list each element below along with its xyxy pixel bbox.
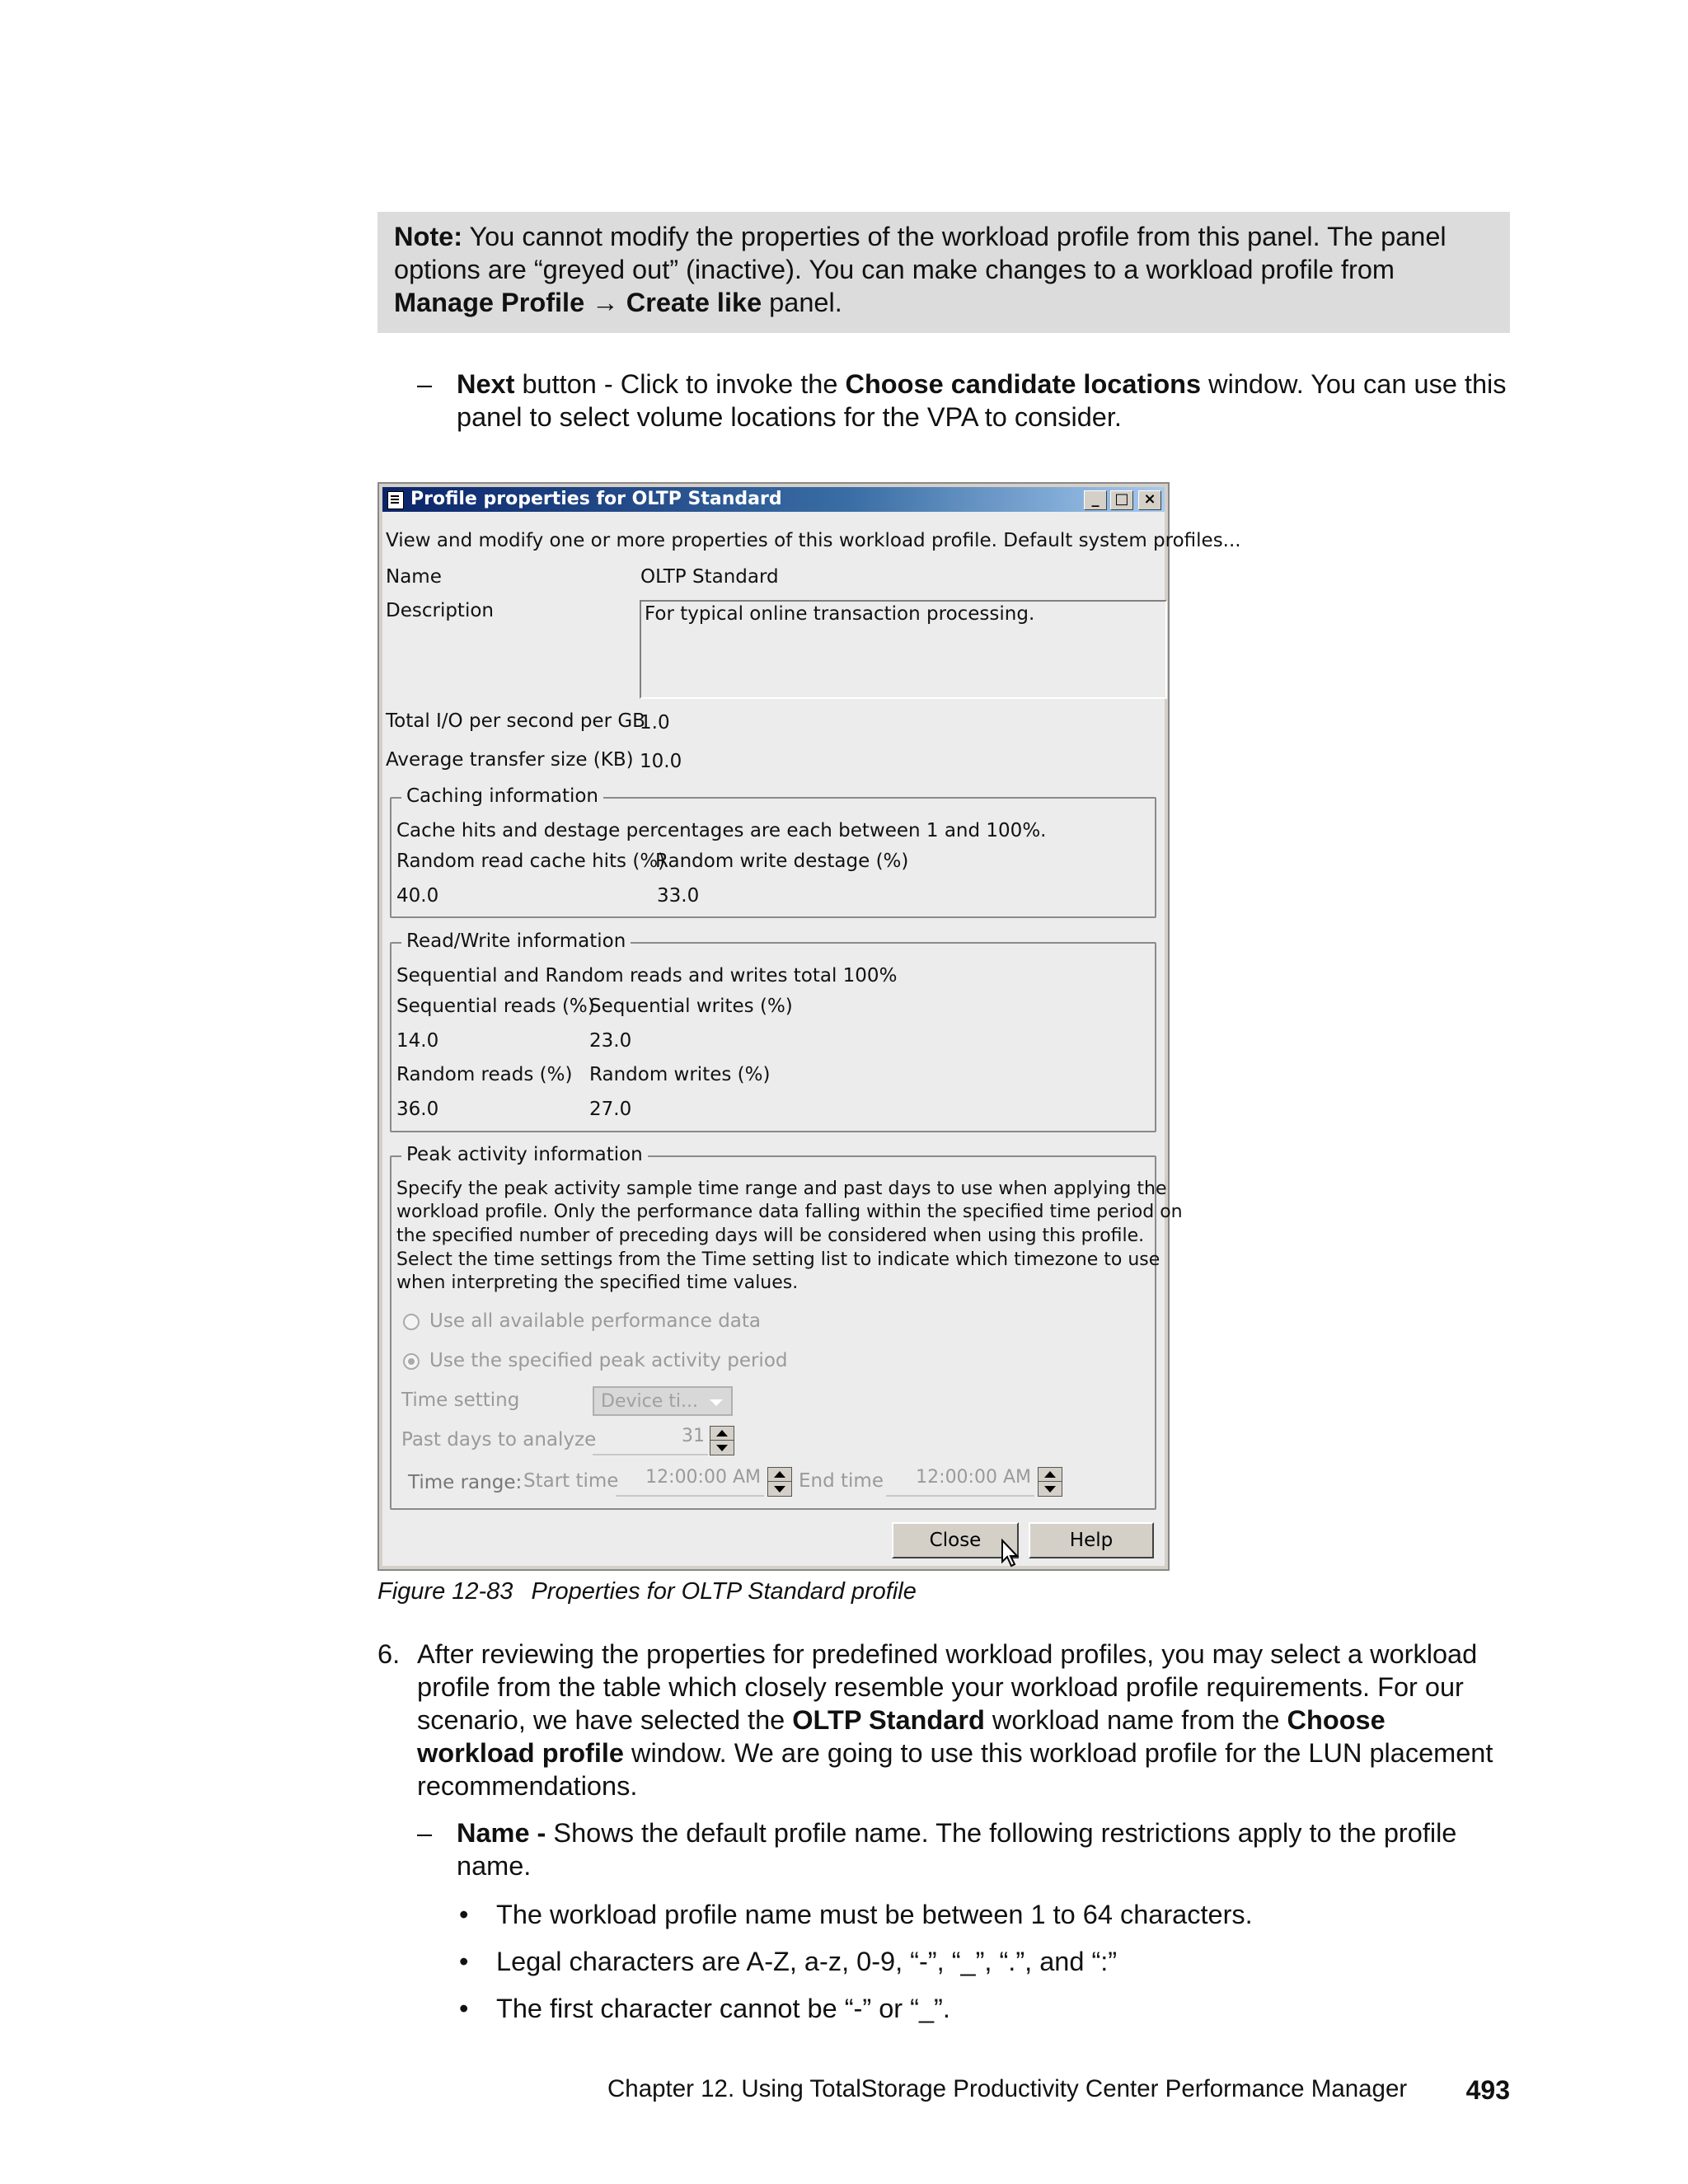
time-setting-dropdown[interactable] [593, 1386, 733, 1416]
note-text-end: panel. [762, 288, 842, 317]
bullet-text: Legal characters are A-Z, a-z, 0-9, “-”, “_”, “.”, and “:” [496, 1947, 1118, 1976]
time-setting-value: Device ti... [601, 1391, 698, 1412]
figure-title: Properties for OLTP Standard profile [531, 1578, 917, 1605]
readwrite-legend: Read/Write information [401, 930, 631, 952]
seq-read-value[interactable]: 14.0 [396, 1030, 439, 1052]
step-number: 6. [377, 1639, 401, 1669]
past-days-spinner[interactable] [710, 1426, 734, 1455]
note-label: Note: [394, 222, 463, 251]
past-days-value: 31 [682, 1426, 705, 1446]
name-label: Name [386, 566, 442, 588]
step-6 [377, 1638, 1510, 1802]
dash: – [417, 1818, 433, 1848]
chapter-title: Chapter 12. Using TotalStorage Productivity Center Performance Manager [607, 2075, 1408, 2102]
transfer-label: Average transfer size (KB) [386, 749, 634, 771]
note-text: You cannot modify the properties of the workload profile from this panel. The panel options are “greyed out” (inactive). You can make changes to a workload profile from [394, 222, 1447, 284]
peak-description-line-5: when interpreting the specified time values. [396, 1272, 799, 1293]
window-title: Profile properties for OLTP Standard [410, 489, 782, 509]
page-number: 493 [1465, 2075, 1510, 2105]
note-box [377, 212, 1510, 333]
caching-group [390, 785, 1156, 918]
name-label-bold: Name - [457, 1818, 546, 1848]
start-time-value: 12:00:00 AM [645, 1467, 761, 1488]
description-label: Description [386, 600, 494, 621]
close-window-button[interactable]: × [1138, 490, 1161, 510]
profile-properties-window [377, 482, 1241, 1571]
choose-candidate-label: Choose candidate locations [845, 369, 1202, 399]
figure-caption [377, 1578, 917, 1605]
seq-write-value[interactable]: 23.0 [589, 1030, 632, 1052]
next-text-end: window. You can use this panel to select volume locations for the VPA to consider. [457, 369, 1507, 432]
peak-description-line-2: workload profile. Only the performance data falling within the specified time period on [396, 1202, 1183, 1222]
time-setting-label: Time setting [401, 1390, 520, 1411]
description-value: For typical online transaction processing. [645, 603, 1035, 625]
bullet-item [459, 1898, 1510, 1931]
step-6-text: After reviewing the properties for predefined workload profiles, you may select a workload profile from the table which closely resemble your workload profile requirements. For our scenario, we have selected the [417, 1639, 1478, 1735]
end-time-field[interactable] [886, 1467, 1034, 1497]
random-write-destage-value[interactable]: 33.0 [657, 885, 700, 907]
random-read-cache-label: Random read cache hits (%) [396, 851, 666, 872]
readwrite-group [390, 930, 1156, 1132]
past-days-field[interactable] [593, 1426, 708, 1455]
peak-description-line-3: the specified number of preceding days will be considered when using this profile. [396, 1226, 1145, 1246]
next-label: Next [457, 369, 515, 399]
past-days-label: Past days to analyze [401, 1429, 597, 1451]
description-field[interactable] [640, 600, 1167, 699]
transfer-value[interactable]: 10.0 [640, 751, 682, 772]
caching-note: Cache hits and destage percentages are each between 1 and 100%. [396, 820, 1047, 841]
step-6-text-3: window. We are going to use this workload profile for the LUN placement recommendations. [417, 1738, 1493, 1801]
choose-workload-profile-label: Choose workload profile [417, 1705, 1386, 1768]
rand-write-value[interactable]: 27.0 [589, 1099, 632, 1120]
name-value: OLTP Standard [640, 566, 779, 588]
title-bar [382, 487, 1165, 512]
next-text: button - Click to invoke the [514, 369, 846, 399]
next-button-description [417, 368, 1510, 434]
step-6-text-2: workload name from the [984, 1705, 1287, 1735]
end-time-value: 12:00:00 AM [916, 1467, 1031, 1488]
seq-write-label: Sequential writes (%) [589, 996, 793, 1017]
readwrite-note: Sequential and Random reads and writes total 100% [396, 965, 898, 987]
oltp-standard-label: OLTP Standard [792, 1705, 985, 1735]
caching-legend: Caching information [401, 785, 603, 807]
bullet-item [459, 1992, 1510, 2025]
random-write-destage-label: Random write destage (%) [655, 851, 909, 872]
note-arrow: → [584, 288, 626, 317]
peak-legend: Peak activity information [401, 1144, 648, 1165]
radio-all-data[interactable] [403, 1314, 420, 1330]
radio-specified-period[interactable] [403, 1353, 420, 1370]
bullet-text: The first character cannot be “-” or “_”. [496, 1994, 950, 2023]
name-item-text: Shows the default profile name. The following restrictions apply to the profile name. [457, 1818, 1457, 1881]
maximize-button[interactable]: □ [1110, 490, 1133, 510]
rand-write-label: Random writes (%) [589, 1064, 771, 1085]
io-value[interactable]: 1.0 [640, 712, 670, 733]
bullet-icon: • [459, 1947, 469, 1976]
bullet-icon: • [459, 1900, 469, 1929]
close-button[interactable]: Close [892, 1522, 1019, 1558]
end-time-spinner[interactable] [1038, 1467, 1062, 1497]
figure-number: Figure 12-83 [377, 1578, 513, 1605]
help-button[interactable]: Help [1029, 1522, 1154, 1558]
peak-activity-group [390, 1144, 1183, 1510]
note-create-like: Create like [626, 288, 762, 317]
time-range-label: Time range: [408, 1472, 523, 1493]
note-manage-profile: Manage Profile [394, 288, 585, 317]
minimize-button[interactable]: _ [1084, 490, 1107, 510]
start-time-spinner[interactable] [767, 1467, 792, 1497]
name-restrictions-item [417, 1816, 1510, 1882]
radio-specified-period-label: Use the specified peak activity period [429, 1350, 788, 1371]
window-app-icon [387, 491, 404, 509]
chevron-down-icon [710, 1399, 723, 1406]
peak-description-line-1: Specify the peak activity sample time range and past days to use when applying the [396, 1179, 1167, 1199]
bullet-icon: • [459, 1994, 469, 2023]
mouse-cursor-icon [1001, 1539, 1022, 1568]
random-read-cache-value[interactable]: 40.0 [396, 885, 439, 907]
dialog-intro: View and modify one or more properties of this workload profile. Default system profiles... [386, 530, 1241, 551]
bullet-item [459, 1945, 1510, 1978]
io-label: Total I/O per second per GB [386, 710, 645, 732]
rand-read-label: Random reads (%) [396, 1064, 573, 1085]
start-time-field[interactable] [616, 1467, 764, 1497]
radio-all-data-label: Use all available performance data [429, 1310, 762, 1332]
rand-read-value[interactable]: 36.0 [396, 1099, 439, 1120]
bullet-text: The workload profile name must be between 1 to 64 characters. [496, 1900, 1253, 1929]
seq-read-label: Sequential reads (%) [396, 996, 595, 1017]
start-time-label: Start time [523, 1470, 619, 1492]
peak-description-line-4: Select the time settings from the Time setting list to indicate which timezone to use [396, 1249, 1160, 1270]
end-time-label: End time [799, 1470, 884, 1492]
dash: – [417, 369, 433, 399]
